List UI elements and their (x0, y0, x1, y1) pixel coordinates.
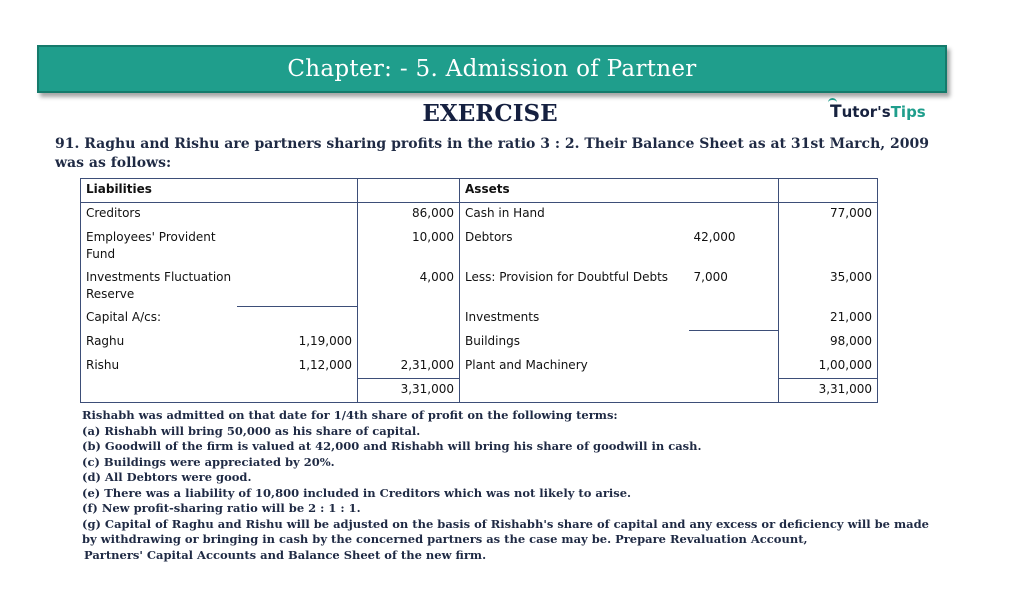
logo-text-part2: ips (900, 103, 926, 121)
table-row: Capital A/cs: Investments 21,000 (81, 307, 878, 331)
term-item: (e) There was a liability of 10,800 included in Creditors which was not likely to arise. (82, 485, 632, 500)
term-item: (b) Goodwill of the firm is valued at 42,000 and Rishabh will bring his share of goodwill in cash. (82, 439, 702, 453)
logo-t2: T (890, 103, 901, 121)
term-item: (d) All Debtors were good. (82, 470, 252, 484)
term-item: (a) Rishabh will bring 50,000 as his share of capital. (82, 423, 421, 438)
question-text: 91. Raghu and Rishu are partners sharing profits in the ratio 3 : 2. Their Balance Sheet as at 31st March, 2009 was as follows: (55, 136, 929, 171)
term-item: (f) New profit-sharing ratio will be 2 : 1 : 1. (82, 501, 361, 515)
table-header-row (81, 179, 878, 203)
exercise-heading: EXERCISE (422, 100, 558, 127)
chapter-header-bar (37, 45, 947, 93)
total-assets: 3,31,000 (779, 379, 878, 403)
term-item: (g) Capital of Raghu and Rishu will be adjusted on the basis of Rishabh's share of capital and any excess or deficiency will be made by withdrawing or bringing in cash by the concerned partners as the case may be. Prepare Revaluation Account, (82, 516, 929, 546)
logo-text-part1: utor's (841, 103, 891, 121)
table-row: Investments Fluctuation Reserve 4,000 Less: Provision for Doubtful Debts 7,000 35,000 (81, 267, 878, 307)
term-item: (c) Buildings were appreciated by 20%. (82, 454, 335, 469)
table-row: Rishu 1,12,000 2,31,000 Plant and Machinery 1,00,000 (81, 355, 878, 379)
table-row: Creditors 86,000 Cash in Hand 77,000 (81, 203, 878, 227)
term-item: Partners' Capital Accounts and Balance Sheet of the new firm. (84, 547, 487, 562)
table-row: Employees' Provident Fund 10,000 Debtors 42,000 (81, 227, 878, 267)
chapter-title: Chapter: - 5. Admission of Partner (287, 56, 697, 82)
table-total-row (81, 379, 878, 403)
admission-terms (82, 408, 942, 563)
tutors-tips-logo (830, 102, 926, 122)
balance-sheet-table (80, 178, 878, 403)
table-row: Raghu 1,19,000 Buildings 98,000 (81, 331, 878, 355)
assets-header: Assets (460, 179, 779, 203)
terms-intro: Rishabh was admitted on that date for 1/4th share of profit on the following terms: (82, 408, 618, 422)
total-liabilities: 3,31,000 (358, 379, 460, 403)
logo-t-icon: T (830, 102, 842, 122)
liabilities-header: Liabilities (81, 179, 358, 203)
